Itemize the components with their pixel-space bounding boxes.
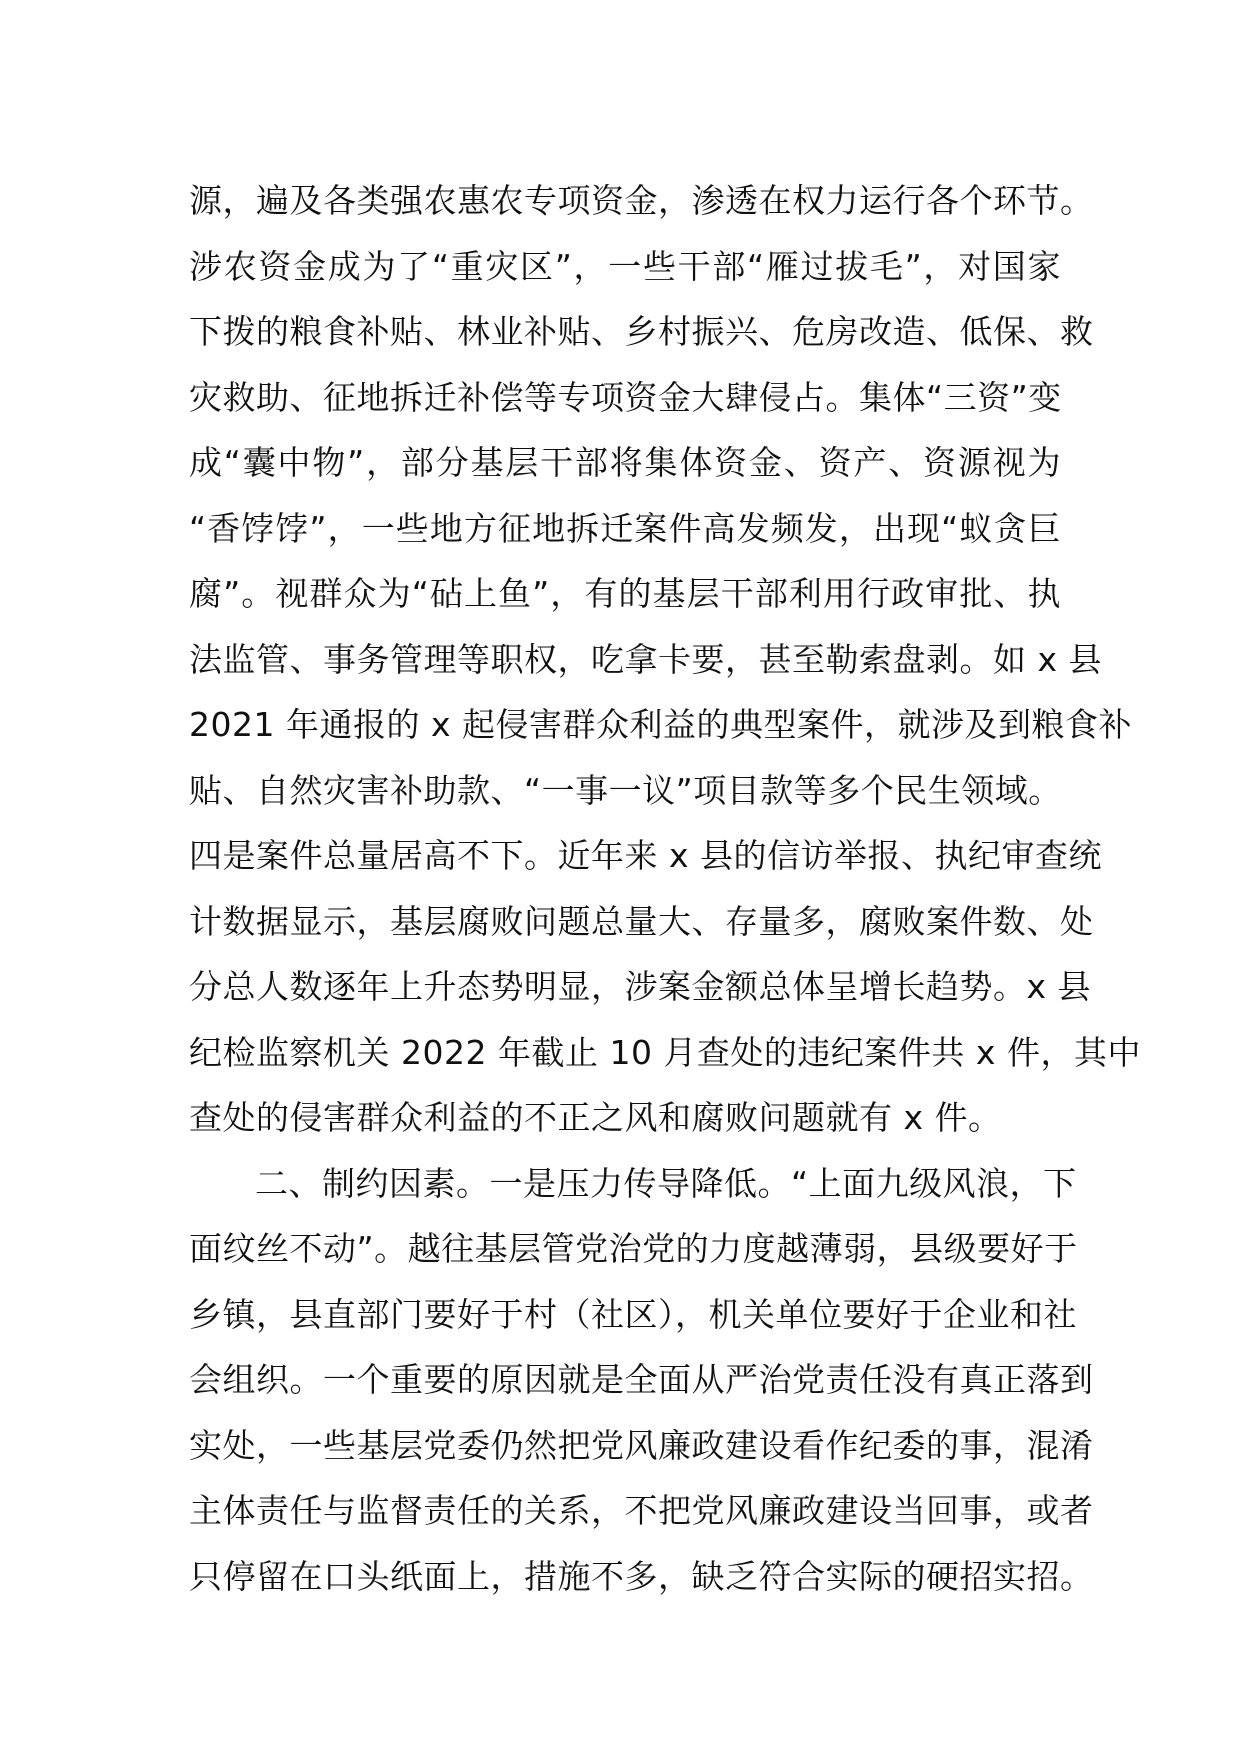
text-line: 成“囊中物”，部分基层干部将集体资金、资产、资源视为: [189, 443, 1061, 482]
text-line: 纪检监察机关 2022 年截止 10 月查处的违纪案件共 x 件，其中: [189, 1032, 1141, 1072]
text-line: 源，遍及各类强农惠农专项资金，渗透在权力运行各个环节。: [189, 181, 1094, 220]
text-line: 腐”。视群众为“砧上鱼”，有的基层干部利用行政审批、执: [189, 574, 1061, 613]
text-line: 分总人数逐年上升态势明显，涉案金额总体呈增长趋势。x 县: [189, 967, 1092, 1006]
text-line: 法监管、事务管理等职权，吃拿卡要，甚至勒索盘剥。如 x 县: [189, 639, 1103, 679]
text-line: 四是案件总量居高不下。近年来 x 县的信访举报、执纪审查统: [189, 836, 1103, 875]
text-line: 实处，一些基层党委仍然把党风廉政建设看作纪委的事，混淆: [189, 1425, 1094, 1465]
text-line: 只停留在口头纸面上，措施不多，缺乏符合实际的硬招实招。: [189, 1556, 1094, 1596]
document-body: [189, 168, 1141, 1609]
text-line: 灾救助、征地拆迁补偿等专项资金大肆侵占。集体“三资”变: [189, 377, 1062, 417]
text-line: 计数据显示，基层腐败问题总量大、存量多，腐败案件数、处: [189, 901, 1094, 941]
text-line: 主体责任与监督责任的关系，不把党风廉政建设当回事，或者: [189, 1491, 1094, 1530]
text-line: 查处的侵害群众利益的不正之风和腐败问题就有 x 件。: [189, 1098, 1002, 1137]
text-line: “香饽饽”，一些地方征地拆迁案件高发频发，出现“蚁贪巨: [189, 508, 1061, 548]
text-line: 下拨的粮食补贴、林业补贴、乡村振兴、危房改造、低保、救: [189, 312, 1094, 351]
text-line: 乡镇，县直部门要好于村（社区），机关单位要好于企业和社: [189, 1294, 1077, 1334]
text-line: 会组织。一个重要的原因就是全面从严治党责任没有真正落到: [189, 1360, 1094, 1399]
text-line: 面纹丝不动”。越往基层管党治党的力度越薄弱，县级要好于: [189, 1229, 1078, 1268]
paragraph-start-line: 二、制约因素。一是压力传导降低。“上面九级风浪，下: [255, 1163, 1077, 1203]
text-line: 2021 年通报的 x 起侵害群众利益的典型案件，就涉及到粮食补: [189, 705, 1132, 744]
text-line: 贴、自然灾害补助款、“一事一议”项目款等多个民生领域。: [189, 770, 1062, 810]
text-line: 涉农资金成为了“重灾区”，一些干部“雁过拔毛”，对国家: [189, 246, 1061, 286]
